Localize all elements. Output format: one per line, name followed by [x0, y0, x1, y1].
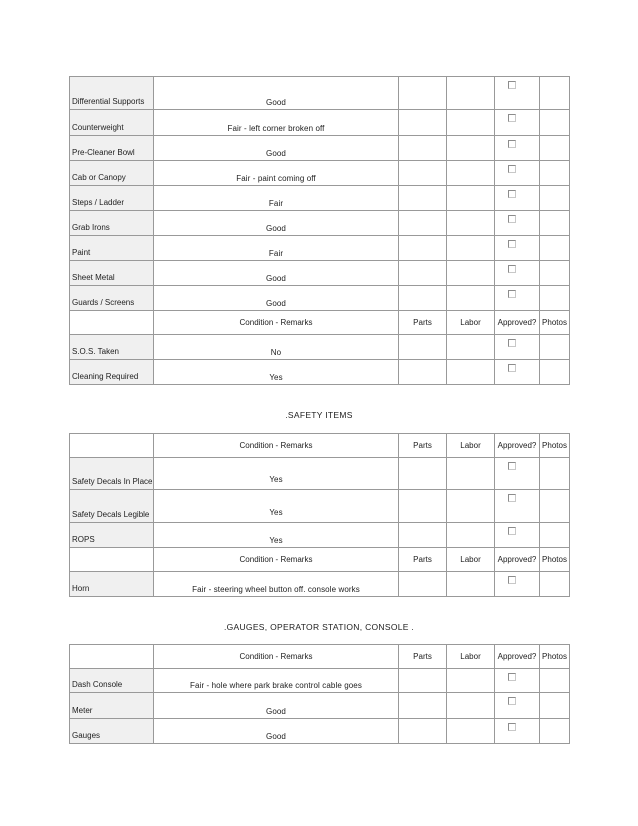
approved-cell — [495, 669, 540, 693]
approved-checkbox[interactable] — [508, 697, 516, 705]
item-label: Dash Console — [70, 669, 154, 693]
item-label: Steps / Ladder — [70, 186, 154, 211]
remark-value: Fair — [154, 236, 399, 261]
photos-cell[interactable] — [540, 335, 570, 360]
remark-value: Good — [154, 719, 399, 744]
table-row — [70, 77, 570, 110]
item-label: Counterweight — [70, 110, 154, 136]
remark-value: Good — [154, 693, 399, 719]
table-row — [70, 286, 570, 311]
approved-checkbox[interactable] — [508, 265, 516, 273]
parts-cell[interactable] — [399, 136, 447, 161]
remark-value: Fair - steering wheel button off. console works — [154, 572, 399, 597]
approved-cell — [495, 490, 540, 523]
approved-cell — [495, 523, 540, 548]
table-row — [70, 186, 570, 211]
item-label: S.O.S. Taken — [70, 335, 154, 360]
parts-cell[interactable] — [399, 669, 447, 693]
photos-cell[interactable] — [540, 161, 570, 186]
remark-value: Good — [154, 261, 399, 286]
header-row — [70, 311, 570, 335]
inspection-table-safety — [69, 433, 570, 597]
remark-value: Good — [154, 211, 399, 236]
section-title-gauges: .GAUGES, OPERATOR STATION, CONSOLE . — [223, 622, 415, 632]
photos-cell[interactable] — [540, 186, 570, 211]
approved-checkbox[interactable] — [508, 290, 516, 298]
labor-cell[interactable] — [447, 572, 495, 597]
header-blank — [70, 311, 154, 335]
approved-cell — [495, 136, 540, 161]
parts-cell[interactable] — [399, 458, 447, 490]
labor-cell[interactable] — [447, 136, 495, 161]
labor-cell[interactable] — [447, 458, 495, 490]
item-label: Safety Decals In Place — [70, 458, 154, 490]
header-row — [70, 645, 570, 669]
approved-cell — [495, 186, 540, 211]
item-label: Guards / Screens — [70, 286, 154, 311]
photos-cell[interactable] — [540, 490, 570, 523]
approved-checkbox[interactable] — [508, 339, 516, 347]
approved-cell — [495, 161, 540, 186]
parts-cell[interactable] — [399, 719, 447, 744]
inspection-table-general — [69, 76, 570, 385]
table-row — [70, 211, 570, 236]
item-label: Cleaning Required — [70, 360, 154, 385]
approved-checkbox[interactable] — [508, 364, 516, 372]
table-row — [70, 360, 570, 385]
labor-cell[interactable] — [447, 719, 495, 744]
approved-checkbox[interactable] — [508, 190, 516, 198]
item-label: Meter — [70, 693, 154, 719]
header-photos: Photos — [540, 548, 570, 572]
labor-cell[interactable] — [447, 211, 495, 236]
labor-cell[interactable] — [447, 523, 495, 548]
header-parts: Parts — [399, 434, 447, 458]
header-remarks: Condition - Remarks — [154, 311, 399, 335]
header-blank — [70, 434, 154, 458]
remark-value: Yes — [154, 360, 399, 385]
photos-cell[interactable] — [540, 360, 570, 385]
header-labor: Labor — [447, 311, 495, 335]
labor-cell[interactable] — [447, 360, 495, 385]
header-approved: Approved? — [495, 311, 540, 335]
table-row — [70, 136, 570, 161]
approved-cell — [495, 211, 540, 236]
approved-checkbox[interactable] — [508, 215, 516, 223]
table-row — [70, 110, 570, 136]
approved-checkbox[interactable] — [508, 527, 516, 535]
header-row — [70, 434, 570, 458]
parts-cell[interactable] — [399, 286, 447, 311]
approved-cell — [495, 360, 540, 385]
table-row — [70, 261, 570, 286]
remark-value: Good — [154, 136, 399, 161]
labor-cell[interactable] — [447, 186, 495, 211]
header-photos: Photos — [540, 434, 570, 458]
approved-checkbox[interactable] — [508, 114, 516, 122]
remark-value: Yes — [154, 523, 399, 548]
parts-cell[interactable] — [399, 77, 447, 110]
item-label: Sheet Metal — [70, 261, 154, 286]
approved-cell — [495, 261, 540, 286]
labor-cell[interactable] — [447, 693, 495, 719]
approved-checkbox[interactable] — [508, 140, 516, 148]
header-row — [70, 548, 570, 572]
approved-cell — [495, 77, 540, 110]
labor-cell[interactable] — [447, 261, 495, 286]
remark-value: Fair - hole where park brake control cable goes — [154, 669, 399, 693]
remark-value: Good — [154, 286, 399, 311]
approved-checkbox[interactable] — [508, 673, 516, 681]
item-label: Cab or Canopy — [70, 161, 154, 186]
remark-value: No — [154, 335, 399, 360]
table-row — [70, 523, 570, 548]
approved-checkbox[interactable] — [508, 462, 516, 470]
item-label: Paint — [70, 236, 154, 261]
table-row — [70, 161, 570, 186]
item-label: Pre-Cleaner Bowl — [70, 136, 154, 161]
photos-cell[interactable] — [540, 236, 570, 261]
table-row — [70, 669, 570, 693]
table-row — [70, 719, 570, 744]
approved-checkbox[interactable] — [508, 723, 516, 731]
table-row — [70, 693, 570, 719]
labor-cell[interactable] — [447, 77, 495, 110]
photos-cell[interactable] — [540, 286, 570, 311]
approved-checkbox[interactable] — [508, 81, 516, 89]
header-photos: Photos — [540, 311, 570, 335]
approved-cell — [495, 286, 540, 311]
photos-cell[interactable] — [540, 572, 570, 597]
approved-checkbox[interactable] — [508, 576, 516, 584]
parts-cell[interactable] — [399, 161, 447, 186]
parts-cell[interactable] — [399, 693, 447, 719]
labor-cell[interactable] — [447, 110, 495, 136]
approved-cell — [495, 335, 540, 360]
labor-cell[interactable] — [447, 286, 495, 311]
labor-cell[interactable] — [447, 161, 495, 186]
header-labor: Labor — [447, 548, 495, 572]
header-remarks: Condition - Remarks — [154, 645, 399, 669]
header-approved: Approved? — [495, 434, 540, 458]
photos-cell[interactable] — [540, 261, 570, 286]
parts-cell[interactable] — [399, 523, 447, 548]
item-label: Horn — [70, 572, 154, 597]
item-label: Safety Decals Legible — [70, 490, 154, 523]
photos-cell[interactable] — [540, 77, 570, 110]
photos-cell[interactable] — [540, 110, 570, 136]
remark-value: Good — [154, 77, 399, 110]
parts-cell[interactable] — [399, 211, 447, 236]
approved-cell — [495, 110, 540, 136]
approved-checkbox[interactable] — [508, 240, 516, 248]
remark-value: Fair - paint coming off — [154, 161, 399, 186]
header-approved: Approved? — [495, 548, 540, 572]
item-label: ROPS — [70, 523, 154, 548]
labor-cell[interactable] — [447, 669, 495, 693]
parts-cell[interactable] — [399, 261, 447, 286]
item-label: Gauges — [70, 719, 154, 744]
approved-cell — [495, 693, 540, 719]
parts-cell[interactable] — [399, 490, 447, 523]
table-row — [70, 458, 570, 490]
section-title-safety: .SAFETY ITEMS — [285, 410, 353, 420]
labor-cell[interactable] — [447, 335, 495, 360]
approved-checkbox[interactable] — [508, 494, 516, 502]
photos-cell[interactable] — [540, 669, 570, 693]
item-label: Differential Supports — [70, 77, 154, 110]
parts-cell[interactable] — [399, 572, 447, 597]
approved-cell — [495, 572, 540, 597]
parts-cell[interactable] — [399, 335, 447, 360]
header-parts: Parts — [399, 548, 447, 572]
parts-cell[interactable] — [399, 110, 447, 136]
inspection-table-gauges — [69, 644, 570, 744]
photos-cell[interactable] — [540, 211, 570, 236]
photos-cell[interactable] — [540, 523, 570, 548]
header-labor: Labor — [447, 434, 495, 458]
header-blank — [70, 548, 154, 572]
header-remarks: Condition - Remarks — [154, 434, 399, 458]
approved-cell — [495, 719, 540, 744]
table-row — [70, 490, 570, 523]
remark-value: Fair - left corner broken off — [154, 110, 399, 136]
photos-cell[interactable] — [540, 458, 570, 490]
header-labor: Labor — [447, 645, 495, 669]
remark-value: Fair — [154, 186, 399, 211]
parts-cell[interactable] — [399, 236, 447, 261]
header-parts: Parts — [399, 311, 447, 335]
photos-cell[interactable] — [540, 136, 570, 161]
item-label: Grab Irons — [70, 211, 154, 236]
remark-value: Yes — [154, 458, 399, 490]
remark-value: Yes — [154, 490, 399, 523]
approved-cell — [495, 458, 540, 490]
table-row — [70, 572, 570, 597]
header-remarks: Condition - Remarks — [154, 548, 399, 572]
parts-cell[interactable] — [399, 360, 447, 385]
parts-cell[interactable] — [399, 186, 447, 211]
labor-cell[interactable] — [447, 236, 495, 261]
header-parts: Parts — [399, 645, 447, 669]
approved-cell — [495, 236, 540, 261]
header-photos: Photos — [540, 645, 570, 669]
photos-cell[interactable] — [540, 719, 570, 744]
header-blank — [70, 645, 154, 669]
approved-checkbox[interactable] — [508, 165, 516, 173]
labor-cell[interactable] — [447, 490, 495, 523]
header-approved: Approved? — [495, 645, 540, 669]
table-row — [70, 335, 570, 360]
photos-cell[interactable] — [540, 693, 570, 719]
table-row — [70, 236, 570, 261]
